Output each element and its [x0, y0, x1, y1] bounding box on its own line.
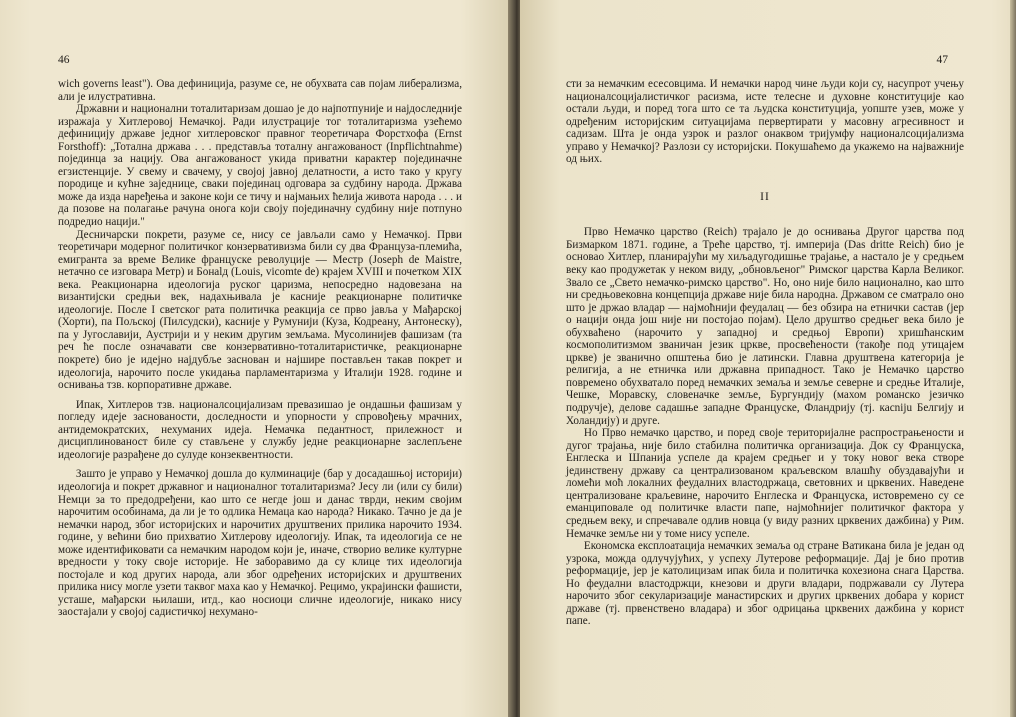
paragraph: Десничарски покрети, разуме се, нису се јављали само у Немачкој. Први теоретичари модерног политичког конзервативизма били су два Француза-племића, емигранта за време Велике француске револуције — Местр (Joseph de Maistre, нетачно се изговара Метр) и Бонalд (Louis, vicomte de) крајем XVIII и почетком XIX века. Реакционарна идеологија руског царизма, непосредно надовезана на византијски средњи век, надахњивала је касније реакционарне политичке идеологије. После I светског рата политичка реакција се прво јавља у Мађарској (Хорти), па Пољској (Пилсудски), касније у Румунији (Кузa, Кодреану, Антонеску), па у Југославији, Аустрији и у неким другим земљама. Мусолинијев фашизам (та реч ће после означавати све конзервативно-тоталитаристичке, реакционарне покрете) био је идејно најдубље заснован и најшире постављен такав покрет и идеологија, нарочито после укидања парламентаризма у Италији 1928. године и оснивања тзв. корпоративне државе. [58, 228, 462, 392]
left-page-body [58, 78, 462, 619]
paragraph: Прво Немачко царство (Reich) трајало је до оснивања Другог царства под Бизмарком 1871. године, а Треће царство, тј. империја (Das dritte Reich) био је основао Хитлер, планирајући му хиљадугодишње трајање, а настало је у средњем веку као продужетак у неком виду, „обновљеног" Римског царства Карла Великог. Звало се „Свето немачко-римско царство". Но, оно није било национално, као што ни средњовековна концепција државе није била народна. Државом се сматрало оно што је држао владар — најмоћнији феудалац — без обзира на етнички састав (јер о нацији онда још није ни постојао појам). Цело друштво средњег века било је обухваћено (нарочито у западној и средњој Европи) хришћанским космополитизмом званичан језик цркве, просвећености (такође под утицајем цркве) је званично општења био је латински. Главна друштвена категорија је религија, а не етничка или државна припадност. Тако је Немачко царство повремено обухватало поред немачких земаља и земље северне и средње Италије, Чешке, Моравску, словеначке земље, Бургундију (махом романско језичко подручје), делове садашње западне Француске, Фландрију (тј. касniju Белгију и Холандију) и друге. [566, 226, 964, 427]
paragraph: сти за немачким есесовцима. И немачки народ чине људи који су, насупрот учењу националсоцијалистичког расизма, исте телесне и духовне конституције као остали људи, и поред тога што се та људска конституција, уопште узев, може у одређеним историјским ситуацијама первертирати у масовну агресивност и садизам. Шта је онда узрок и разлог онаквом тријумфу националсоцијализма управо у Немачкој? Разлози су историјски. Покушаћемо да укажемо на најважније од њих. [566, 78, 964, 166]
paragraph: Државни и национални тоталитаризам дошао је до најпотпуније и најдоследније изражаја у Хитлеровој Немачкој. Ради илустрације тог тоталитаризма узећемо дефиницију државе једног хитлеровског правног теоретичара Форстхофа (Ernst Forsthoff): „Тотална држава . . . представља тоталну ангажованост (Inpflichtnahme) појединца за нацију. Ова ангажованост укида приватни карактер појединачне егзистенције. У свему и свачему, у својој јавној делатности, а исто тако у кругу породице и кућне заједнице, сваки појединац одговара за судбину народа. Држава може да изда наређења и законе који се тичу и најмањих ћелија живота народа . . . и да позове на полагање рачуна онога који своју појединачну судбину није потпуно подредио нацији." [58, 103, 462, 229]
page-number-left: 46 [58, 54, 70, 66]
paragraph: Економска експлоатација немачких земаља од стране Ватикана била је један од узрока, можда одлучујућих, у успеху Лутерове реформације. Дај је био против реформације, јер је католицизам ипак била и политичка кохезиона снага Царства. Но феудални властодржци, кнезови и други владари, подржавали су Лутера нарочито због секуларизације манастирских и других црквених добара у корист државе (тј. првенствено владара) и због одрицања црквених дажбина у корист папе. [566, 540, 964, 628]
paragraph: wich governs least"). Ова дефиниција, разуме се, не обухвата сав појам либерализма, али је илустративна. [58, 78, 462, 103]
page-edge [1010, 0, 1016, 717]
right-page [520, 0, 1016, 717]
right-page-body [566, 78, 964, 628]
paragraph: Зашто је управо у Немачкој дошла до кулминације (бар у досадашњој историји) идеологија и покрет државног и националног тоталитаризма? Јесу ли (или су били) Немци за то предодређени, као што се негде још и данас тврди, неким својим нарочитим особинама, да ли је то одлика Немаца као народа? Никако. Тачно је да је немачки народ, због историјских и нарочитих друштвених прилика нарочито 1934. године, у већини био прихватио Хитлерову идеологију. Ипак, та идеологија се не може идентификовати са немачким народом који је, иначе, створио велике културне вредности у току своје историје. Не заборавимо да су клице тих идеологија постојале и код других народа, али због одређених историјских и друштвених прилика нису могле узети таквог маха као у Немачкој. Рецимо, украјински фашисти, усташе, мађарски њилаши, итд., као носиоци сличне идеологије, никако нису заостајали у својој садистичкој нехумано- [58, 468, 462, 619]
page-number-right: 47 [936, 54, 948, 66]
paragraph: Но Прво немачко царство, и поред своје територијалне распрострањености и дугог трајања, није било стабилна политичка организација. Док су Француска, Енглеска и Шпанија успеле да крајем средњег и у току новог века створе јединствену државу са централизованом краљевском влашћу обуздавајући и ломећи моћ локалних феудалних властодржаца, световних и црквених. Наведене централизоване краљевине, нарочито Енглеска и Француска, истовремено су се еманциповале од политичке власти папе, најмоћнијег политичког фактора у средњем веку, и спречавале одлив новца (у виду разних црквених дажбина) у Рим. Немачке земље ни у томе нису успеле. [566, 427, 964, 540]
section-heading: II [760, 190, 770, 203]
paragraph: Ипак, Хитлеров тзв. националсоцијализам превазишао је ондашњи фашизам у погледу идеје заснованости, доследности и упорности у спровођењу мрачних, антидемократских, нехуманих идеја. Немачка педантност, прилежност и дисциплинованост биле су стављене у службу једне реакционарне заслепљене идеологије разрађене до сулуде конзеквентности. [58, 398, 462, 461]
